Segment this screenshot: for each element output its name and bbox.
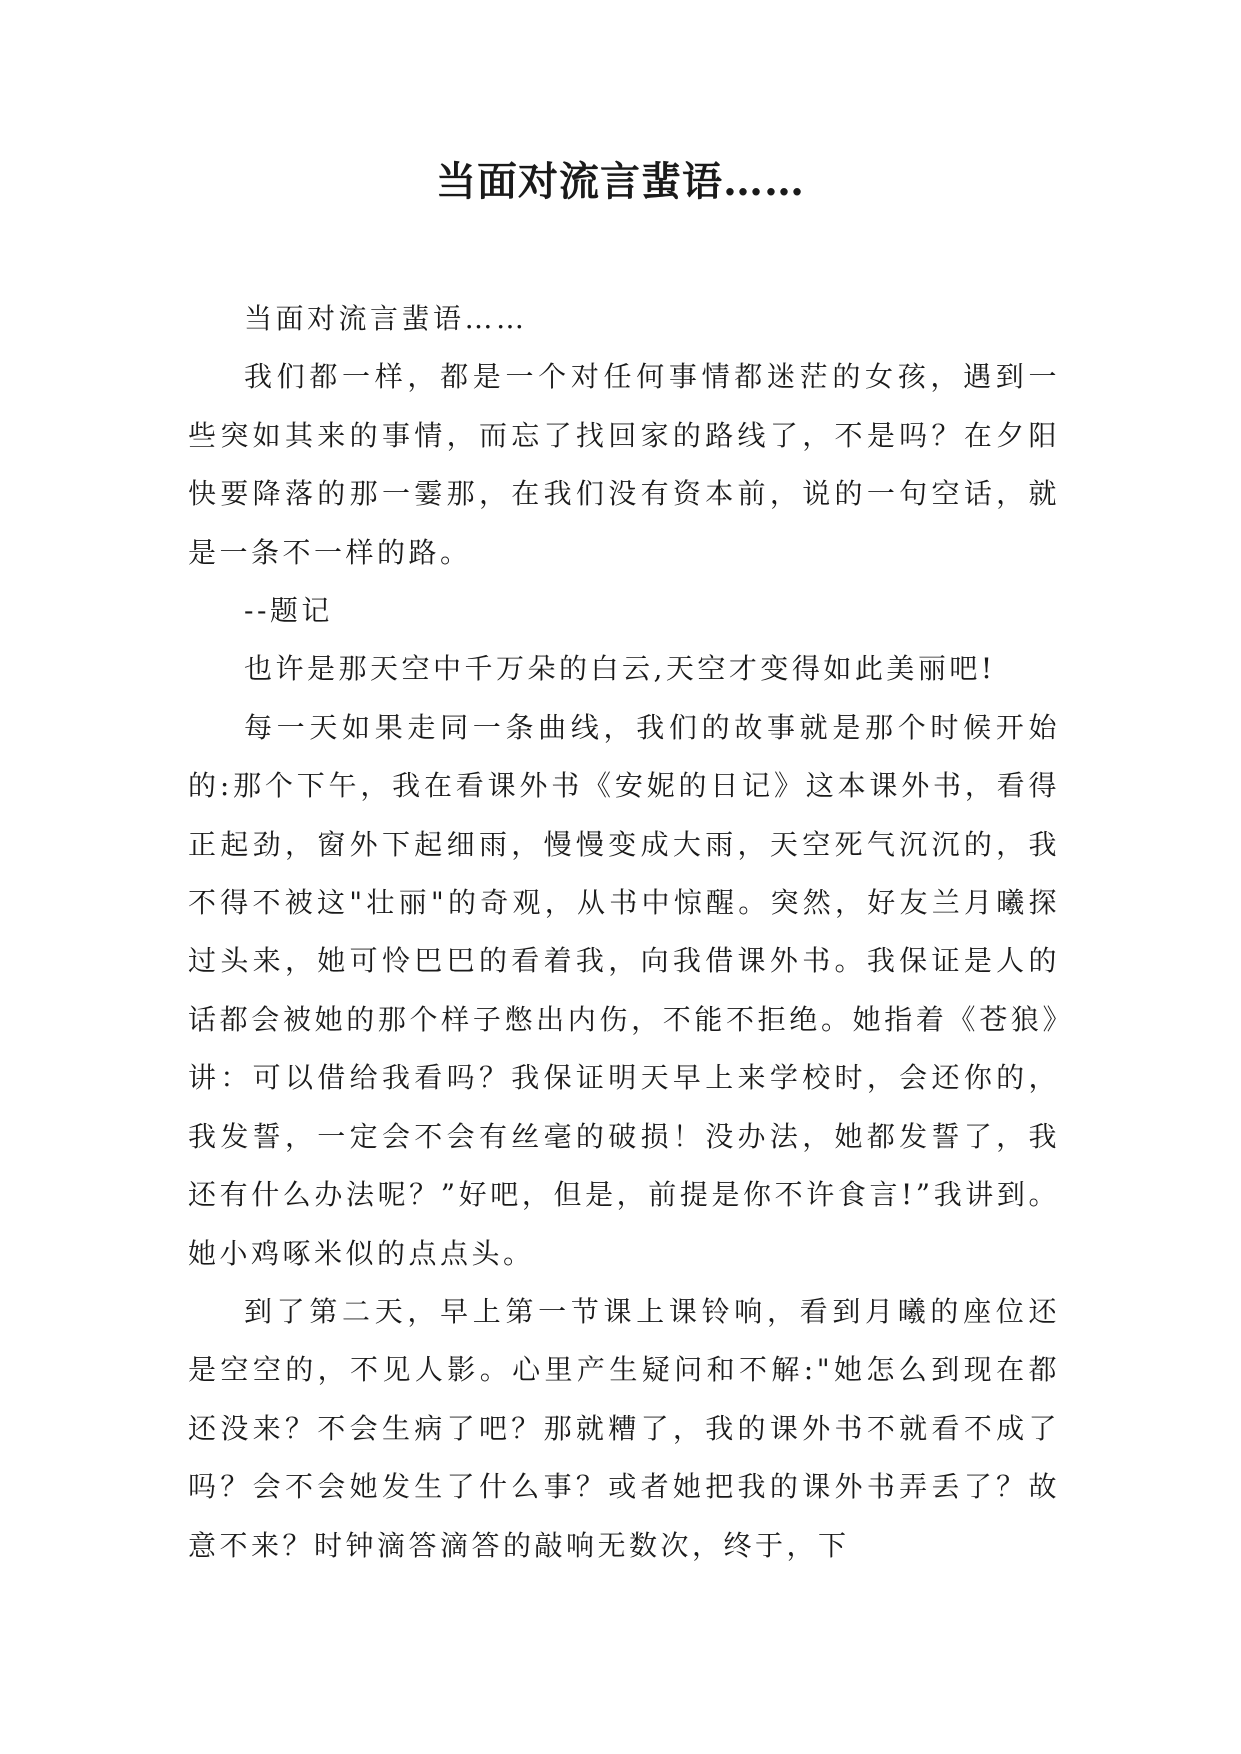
document-body	[188, 290, 1060, 1575]
paragraph-epigraph-tag: --题记	[244, 594, 333, 628]
document-title: 当面对流言蜚语……	[436, 158, 805, 205]
paragraph-clouds: 也许是那天空中千万朵的白云,天空才变得如此美丽吧!	[244, 652, 996, 686]
paragraph-subtitle: 当面对流言蜚语……	[244, 302, 528, 335]
paragraph-next-day: 到了第二天，早上第一节课上课铃响，看到月曦的座位还是空空的，不见人影。心里产生疑问和不解:"她怎么到现在都还没来？不会生病了吧？那就糟了，我的课外书不就看不成了吗？会不会她发生了什么事？或者她把我的课外书弄丢了？故意不来？时钟滴答滴答的敲响无数次，终于，下	[188, 1294, 1060, 1562]
paragraph-story: 每一天如果走同一条曲线，我们的故事就是那个时候开始的:那个下午，我在看课外书《安妮的日记》这本课外书，看得正起劲，窗外下起细雨，慢慢变成大雨，天空死气沉沉的，我不得不被这"壮丽"的奇观，从书中惊醒。突然，好友兰月曦探过头来，她可怜巴巴的看着我，向我借课外书。我保证是人的话都会被她的那个样子憋出内伤，不能不拒绝。她指着《苍狼》讲：可以借给我看吗？我保证明天早上来学校时，会还你的，我发誓，一定会不会有丝毫的破损！没办法，她都发誓了，我还有什么办法呢？”好吧，但是，前提是你不许食言!”我讲到。她小鸡啄米似的点点头。	[188, 710, 1060, 1270]
paragraph-intro: 我们都一样，都是一个对任何事情都迷茫的女孩，遇到一些突如其来的事情，而忘了找回家的路线了，不是吗？在夕阳快要降落的那一霎那，在我们没有资本前，说的一句空话，就是一条不一样的路。	[188, 360, 1060, 569]
